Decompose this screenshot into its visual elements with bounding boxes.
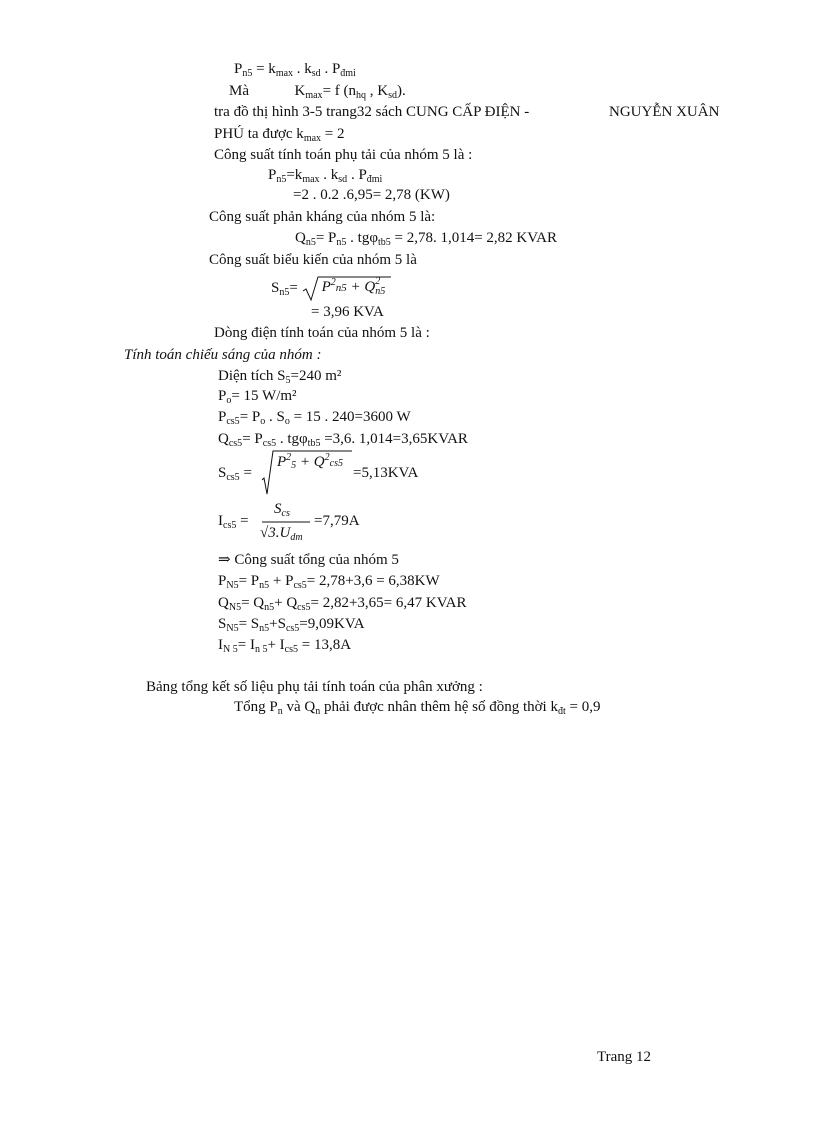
page-number: Trang 12 — [597, 1049, 652, 1065]
sqrt-sn5: $P^2n5 + Q$ 2 n5 — [302, 276, 392, 302]
section-lighting: Tính toán chiếu sáng của nhóm : — [124, 347, 322, 363]
heading-reactive-power: Công suất phản kháng của nhóm 5 là: — [209, 209, 436, 225]
formula-sn5-total: $S_{N5}= S_{n5}+S_{cs5}=9,09KVA$ — [218, 616, 365, 634]
heading-current: Dòng điện tính toán của nhóm 5 là : — [214, 325, 430, 341]
fraction-ics5: $S_{cs}$ $√3.U_{dm}$ — [260, 500, 312, 546]
formula-in5-total: $I_{N 5}= I_{n 5}+ I_{cs5} = 13,8A$ — [218, 637, 352, 655]
formula-qn5-total: $Q_{N5}= Q_{n5}+ Q_{cs5}= 2,82+3,65= 6,47$ KVAR — [218, 595, 467, 613]
kmax-relation: Mà $K_{max}= f$ ($n_{hq}$ , $K_{sd}$). — [229, 83, 406, 101]
reference-text: tra đồ thị hình 3-5 trang32 sách CUNG CẤP ĐIỆN - — [214, 104, 530, 120]
reference-author: NGUYỄN XUÂN — [609, 104, 720, 120]
heading-active-power: Công suất tính toán phụ tải của nhóm 5 là : — [214, 147, 473, 163]
summary-heading: Bảng tổng kết số liệu phụ tải tính toán của phân xưởng : — [146, 679, 483, 695]
formula-sn5: $S_{n5}=$ $P^2n5 + Q$ 2 n5 — [271, 273, 392, 303]
result-sn5: = 3,96 KVA — [311, 304, 384, 320]
kmax-value: PHÚ ta được $k_{max} = 2$ — [214, 126, 345, 144]
heading-total-power: ⇒ Công suất tổng của nhóm 5 — [218, 552, 399, 568]
formula-qcs5: $Q_{cs5}= P_{cs5}$ . tgφ$_{tb5}$ =3,6. 1,014=3,65KVAR — [218, 431, 468, 449]
formula-pn5-def: $P_{n5} = k_{max}$ . $k_{sd}$ . $P_{đmi}$ — [234, 61, 356, 79]
summary-note: Tổng $P_n$ và $Q_n$ phải được nhân thêm hệ số đồng thời $k_{đt} = 0,9$ — [234, 699, 601, 717]
formula-pn5-total: $P_{N5}= P_{n5} + P_{cs5}= 2,78+3,6 = 6,38KW$ — [218, 573, 440, 591]
sqrt-scs5: $P^25 + Q^2cs5$ — [261, 450, 353, 496]
result-pn5: =2 . 0.2 .6,95= 2,78 (KW) — [293, 187, 450, 203]
area-s5: Diện tích $S_5=240$ m² — [218, 368, 342, 386]
formula-pn5: $P_{n5}=k_{max}$ . $k_{sd}$ . $P_{đmi}$ — [268, 167, 383, 185]
formula-pcs5: $P_{cs5}= P_o$ . $S_o = 15$ . 240=3600 W — [218, 409, 411, 427]
power-density: $P_o= 15$ W/m² — [218, 388, 297, 406]
formula-qn5: $Q_{n5}= P_{n5}$ . tgφ$_{tb5}$ = 2,78. 1,014= 2,82 KVAR — [295, 230, 558, 248]
heading-apparent-power: Công suất biểu kiến của nhóm 5 là — [209, 252, 417, 268]
